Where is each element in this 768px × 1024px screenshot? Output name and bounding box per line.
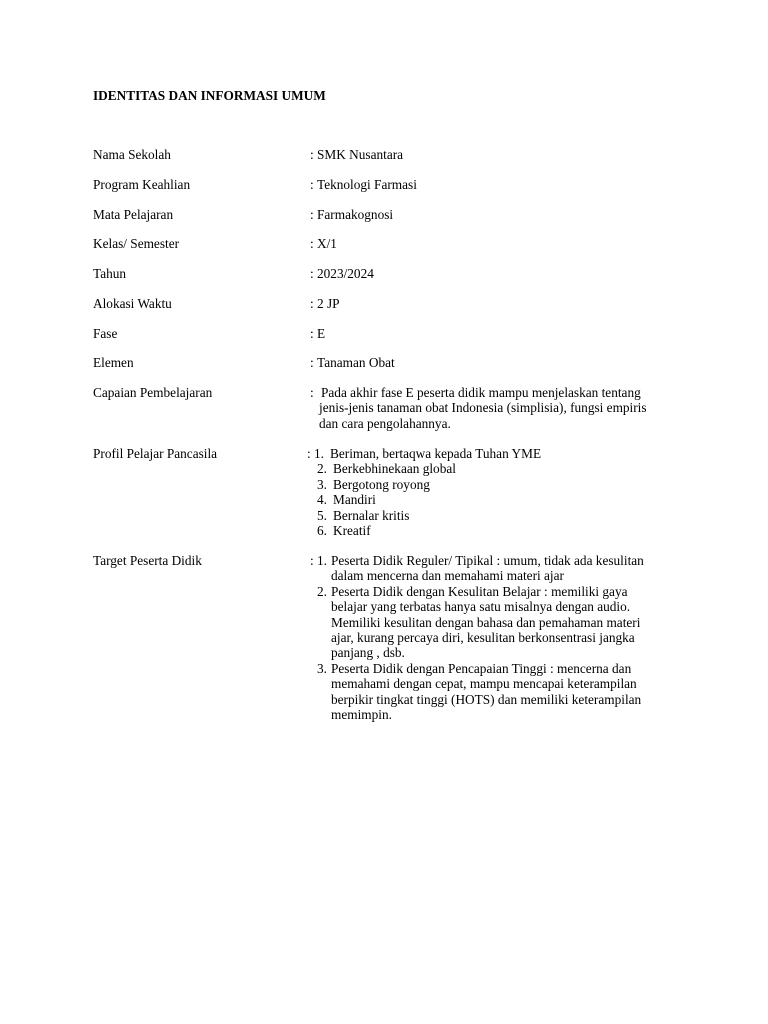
field-value: SMK Nusantara	[317, 147, 404, 162]
field-colon: :	[310, 207, 314, 222]
field-colon: :	[307, 446, 311, 461]
list-text: Kreatif	[333, 523, 371, 539]
field-label: Capaian Pembelajaran	[93, 385, 213, 400]
field-label: Program Keahlian	[93, 177, 191, 192]
list-number: 1.	[314, 446, 324, 461]
target-list	[315, 553, 695, 722]
list-number: 3.	[317, 476, 327, 492]
field-colon: :	[310, 147, 314, 162]
list-item	[315, 477, 695, 492]
list-number: 6.	[317, 523, 327, 539]
list-item	[315, 508, 695, 523]
field-label: Elemen	[93, 355, 134, 370]
paragraph-line: jenis-jenis tanaman obat Indonesia (simplisia), fungsi empiris	[319, 400, 647, 416]
list-number: 2.	[317, 461, 327, 477]
list-item	[315, 446, 695, 461]
list-text: Peserta Didik dengan Pencapaian Tinggi : mencerna dan	[331, 660, 632, 676]
field-colon: :	[310, 236, 314, 251]
list-text: Berkebhinekaan global	[333, 461, 456, 477]
field-value: 2023/2024	[317, 266, 374, 281]
list-text: Bernalar kritis	[333, 507, 410, 523]
list-number: 5.	[317, 507, 327, 523]
field-value: Farmakognosi	[317, 207, 394, 222]
list-item	[315, 523, 695, 538]
list-number: 3.	[317, 660, 327, 676]
list-text: Bergotong royong	[333, 476, 430, 492]
list-text: panjang , dsb.	[331, 645, 405, 661]
field-colon: :	[310, 296, 314, 311]
list-text: berpikir tingkat tinggi (HOTS) dan memiliki keterampilan	[331, 691, 642, 707]
field-label: Kelas/ Semester	[93, 236, 180, 251]
list-text: Peserta Didik Reguler/ Tipikal : umum, tidak ada kesulitan	[331, 553, 644, 568]
list-item	[315, 461, 695, 476]
list-text: Mandiri	[333, 492, 376, 508]
field-value: X/1	[317, 236, 337, 251]
field-label: Target Peserta Didik	[93, 553, 202, 568]
list-number: 1.	[317, 553, 327, 568]
list-text: belajar yang terbatas hanya satu misalnya dengan audio.	[331, 599, 631, 615]
field-colon: :	[310, 553, 314, 568]
field-colon: :	[310, 326, 314, 341]
field-value: 2 JP	[317, 296, 340, 311]
list-text: memimpin.	[331, 707, 392, 723]
document-title: IDENTITAS DAN INFORMASI UMUM	[93, 88, 326, 103]
list-text: ajar, kurang percaya diri, kesulitan berkonsentrasi jangka	[331, 630, 635, 646]
field-colon: :	[310, 177, 314, 192]
list-item	[315, 661, 695, 723]
list-item	[315, 492, 695, 507]
list-item	[315, 553, 695, 584]
field-colon: :	[310, 266, 314, 281]
list-text: Memiliki kesulitan dengan bahasa dan pemahaman materi	[331, 614, 641, 630]
paragraph-line: dan cara pengolahannya.	[319, 415, 451, 431]
field-value: Teknologi Farmasi	[317, 177, 417, 192]
field-label: Profil Pelajar Pancasila	[93, 446, 218, 461]
list-text: Peserta Didik dengan Kesulitan Belajar : memiliki gaya	[331, 583, 628, 599]
field-label: Mata Pelajaran	[93, 207, 174, 222]
field-label: Fase	[93, 326, 118, 341]
profil-list	[315, 446, 695, 538]
list-text: memahami dengan cepat, mampu mencapai keterampilan	[331, 676, 637, 692]
list-number: 4.	[317, 492, 327, 508]
capaian-paragraph	[319, 385, 679, 431]
field-label: Nama Sekolah	[93, 147, 171, 162]
field-label: Tahun	[93, 266, 127, 281]
paragraph-line: Pada akhir fase E peserta didik mampu menjelaskan tentang	[321, 385, 641, 400]
field-label: Alokasi Waktu	[93, 296, 172, 311]
list-item	[315, 584, 695, 661]
list-number: 2.	[317, 583, 327, 599]
field-colon: :	[310, 385, 314, 400]
field-value: Tanaman Obat	[317, 355, 395, 370]
field-value: E	[317, 326, 326, 341]
list-text: dalam mencerna dan memahami materi ajar	[331, 568, 564, 584]
list-text: Beriman, bertaqwa kepada Tuhan YME	[330, 446, 542, 461]
field-colon: :	[310, 355, 314, 370]
